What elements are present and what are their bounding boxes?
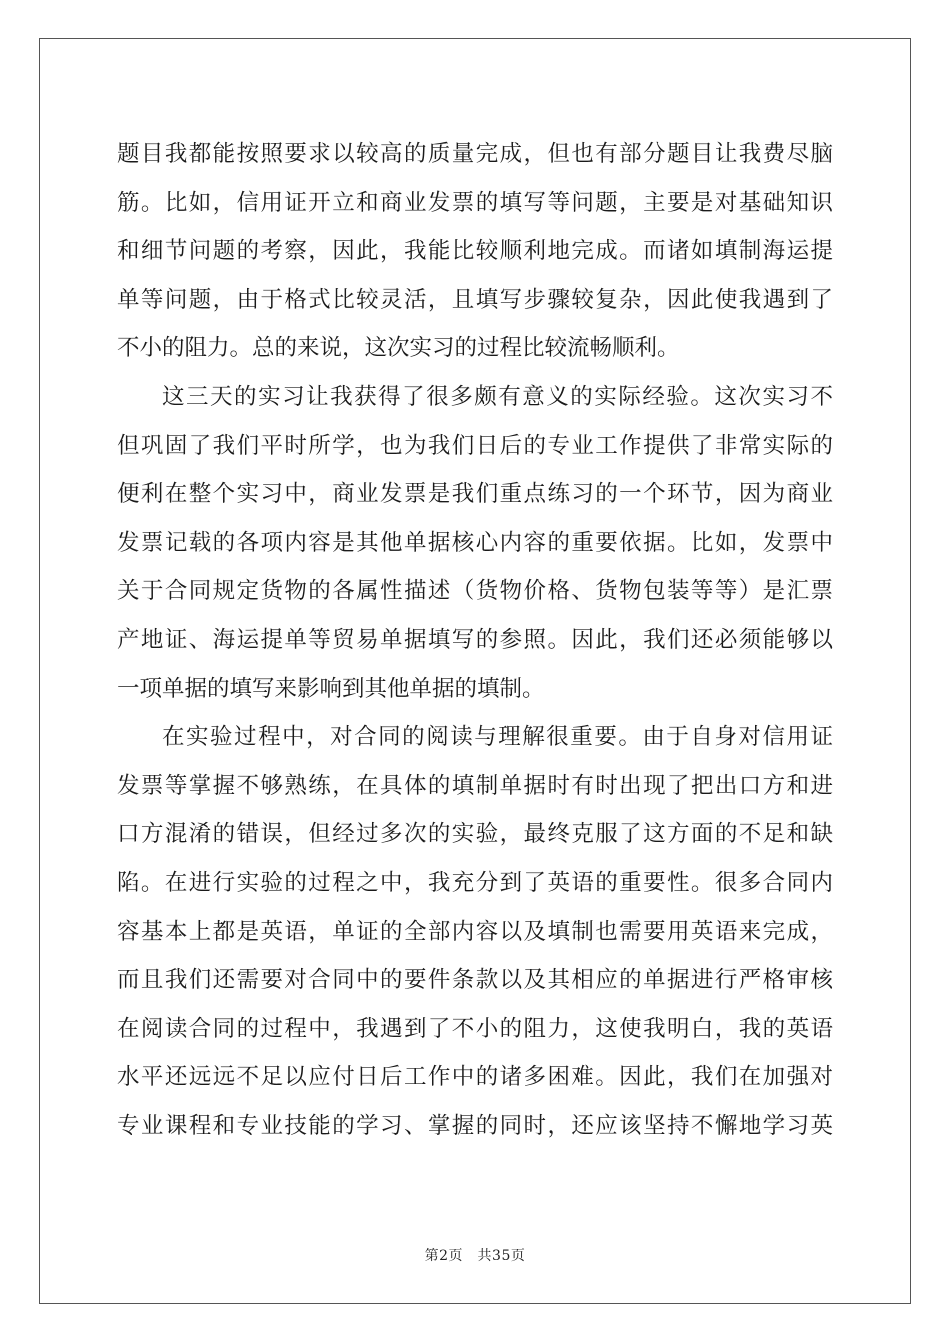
text-line: 发票等掌握不够熟练，在具体的填制单据时有时出现了把出口方和进 [117, 772, 833, 799]
document-body [117, 130, 833, 1150]
text-line: 在阅读合同的过程中，我遇到了不小的阻力，这使我明白，我的英语 [117, 1015, 833, 1042]
text-line: 水平还远远不足以应付日后工作中的诸多困难。因此，我们在加强对 [117, 1064, 833, 1091]
text-line: 筋。比如，信用证开立和商业发票的填写等问题，主要是对基础知识 [117, 189, 833, 216]
text-line: 和细节问题的考察，因此，我能比较顺利地完成。而诸如填制海运提 [117, 238, 833, 265]
text-line: 专业课程和专业技能的学习、掌握的同时，还应该坚持不懈地学习英 [117, 1112, 833, 1139]
text-line: 一项单据的填写来影响到其他单据的填制。 [117, 675, 545, 702]
text-line: 便利在整个实习中，商业发票是我们重点练习的一个环节，因为商业 [117, 481, 833, 508]
text-line: 陷。在进行实验的过程之中，我充分到了英语的重要性。很多合同内 [117, 869, 833, 896]
text-line: 单等问题，由于格式比较灵活，且填写步骤较复杂，因此使我遇到了 [117, 286, 833, 313]
text-line: 在实验过程中，对合同的阅读与理解很重要。由于自身对信用证 [162, 724, 833, 751]
text-line: 不小的阻力。总的来说，这次实习的过程比较流畅顺利。 [117, 335, 680, 362]
text-line: 容基本上都是英语，单证的全部内容以及填制也需要用英语来完成， [117, 918, 833, 945]
text-line: 但巩固了我们平时所学，也为我们日后的专业工作提供了非常实际的 [117, 432, 833, 459]
text-line: 产地证、海运提单等贸易单据填写的参照。因此，我们还必须能够以 [117, 626, 833, 653]
text-line: 关于合同规定货物的各属性描述（货物价格、货物包装等等）是汇票 [117, 578, 833, 605]
text-line: 这三天的实习让我获得了很多颇有意义的实际经验。这次实习不 [162, 383, 833, 410]
text-line: 口方混淆的错误，但经过多次的实验，最终克服了这方面的不足和缺 [117, 821, 833, 848]
text-line: 题目我都能按照要求以较高的质量完成，但也有部分题目让我费尽脑 [117, 141, 833, 167]
page-footer: 第2页 共35页 [424, 1248, 526, 1264]
text-line: 发票记载的各项内容是其他单据核心内容的重要依据。比如，发票中 [117, 529, 833, 556]
text-line: 而且我们还需要对合同中的要件条款以及其相应的单据进行严格审核 [117, 967, 833, 994]
